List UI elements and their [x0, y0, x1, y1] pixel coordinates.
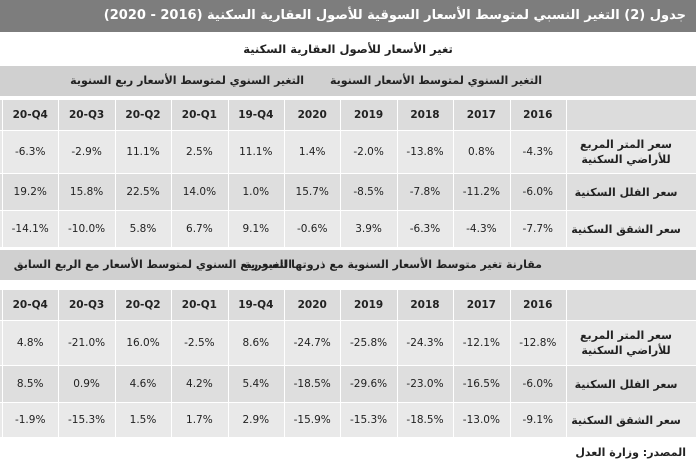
- table-cell: 5.4%: [242, 378, 270, 390]
- row-label: سعر المتر المربع للأراضي السكنية: [580, 329, 672, 357]
- table-cell: -25.8%: [350, 337, 388, 349]
- table-cell: 4.6%: [129, 378, 157, 390]
- table-cell: -15.3%: [350, 414, 388, 426]
- table-cell: -15.9%: [293, 414, 331, 426]
- column-header: 19-Q4: [238, 109, 274, 121]
- table-cell: 11.1%: [239, 146, 273, 158]
- row-label: سعر الشقق السكنية: [571, 413, 681, 427]
- table-cell: 1.0%: [242, 186, 270, 198]
- table-cell: -18.5%: [406, 414, 444, 426]
- source-note: المصدر: وزارة العدل: [575, 446, 686, 459]
- row-label: سعر الفلل السكنية: [574, 377, 678, 391]
- column-header: 2018: [410, 109, 440, 121]
- section2-band-quarterly: التغير ربع السنوي لمتوسط الأسعار مع الربع السابق: [13, 258, 292, 271]
- table-cell: -18.5%: [293, 378, 331, 390]
- column-header: 2020: [297, 299, 327, 311]
- column-header: 2016: [523, 299, 553, 311]
- column-header: 20-Q3: [68, 109, 105, 121]
- table-cell: -6.0%: [522, 378, 554, 390]
- column-header: 20-Q4: [12, 109, 48, 121]
- table-cell: 1.7%: [186, 414, 213, 426]
- column-header: 2017: [466, 109, 496, 121]
- table-cell: 2.9%: [242, 414, 270, 426]
- table-cell: -2.5%: [184, 337, 215, 349]
- table-cell: 1.5%: [129, 414, 157, 426]
- table-cell: 15.7%: [295, 186, 329, 198]
- column-header: 19-Q4: [238, 299, 274, 311]
- row-label: سعر الفلل السكنية: [574, 185, 678, 199]
- table-cell: 3.9%: [355, 223, 382, 235]
- column-header: 20-Q1: [181, 109, 217, 121]
- table-cell: 14.0%: [182, 186, 217, 198]
- table-cell: 4.2%: [186, 378, 213, 390]
- table-cell: -24.7%: [293, 337, 331, 349]
- table-cell: -0.6%: [296, 223, 328, 235]
- table-cell: -16.5%: [462, 378, 500, 390]
- table-row: [0, 321, 696, 365]
- table-cell: -29.6%: [350, 378, 388, 390]
- table-cell: 0.8%: [468, 146, 495, 158]
- section2-band-peak: مقارنة تغير متوسط الأسعار السنوية مع ذروتها السعرية: [244, 258, 542, 271]
- table-cell: -6.3%: [409, 223, 441, 235]
- table-cell: -13.0%: [462, 414, 500, 426]
- table-cell: -2.0%: [353, 146, 384, 158]
- section2-band: [0, 250, 696, 280]
- row-label: سعر المتر المربع للأراضي السكنية: [580, 138, 672, 166]
- column-header: 2016: [523, 109, 553, 121]
- column-divider: [566, 174, 567, 210]
- table-row: [0, 174, 696, 210]
- section2-header-row: [0, 290, 696, 320]
- table-cell: -23.0%: [406, 378, 444, 390]
- column-header: 2020: [297, 109, 327, 121]
- table-cell: -12.8%: [519, 337, 557, 349]
- table-title: جدول (2) التغير النسبي لمتوسط الأسعار السوقية للأصول العقارية السكنية (2016 - 2020): [0, 0, 696, 32]
- table-cell: -4.3%: [466, 223, 497, 235]
- table-cell: -6.3%: [14, 146, 46, 158]
- column-divider: [566, 131, 567, 173]
- column-divider: [566, 366, 567, 402]
- column-divider: [566, 211, 567, 247]
- table-cell: -21.0%: [68, 337, 106, 349]
- column-header: 2019: [353, 109, 384, 121]
- column-header: 2019: [353, 299, 384, 311]
- table-cell: -13.8%: [406, 146, 444, 158]
- table-cell: -7.7%: [522, 223, 554, 235]
- table-caption: تغير الأسعار للأصول العقارية السكنية: [243, 42, 453, 56]
- table-cell: 8.6%: [242, 337, 270, 349]
- table-cell: -14.1%: [11, 223, 49, 235]
- table-cell: -6.0%: [522, 186, 554, 198]
- table-cell: 0.9%: [73, 378, 100, 390]
- section1-band-annual: التغير السنوي لمتوسط الأسعار السنوية: [329, 74, 542, 87]
- table-cell: -8.5%: [353, 186, 384, 198]
- section1-band-quarterly: التغير السنوي لمتوسط الأسعار ربع السنوية: [70, 74, 304, 87]
- table-row: [0, 131, 696, 173]
- table-cell: -15.3%: [68, 414, 106, 426]
- table-cell: -12.1%: [462, 337, 500, 349]
- column-divider: [566, 100, 567, 130]
- column-header: 2018: [410, 299, 440, 311]
- column-header: 20-Q1: [181, 299, 217, 311]
- column-header: 20-Q4: [12, 299, 48, 311]
- column-header: 20-Q2: [125, 299, 161, 311]
- table-cell: -11.2%: [462, 186, 500, 198]
- table-cell: -4.3%: [522, 146, 554, 158]
- row-label: سعر الشقق السكنية: [571, 222, 681, 236]
- table-cell: 5.8%: [129, 223, 157, 235]
- table-cell: 9.1%: [242, 223, 270, 235]
- column-divider: [566, 321, 567, 365]
- table-cell: 2.5%: [186, 146, 213, 158]
- table-row: [0, 366, 696, 402]
- column-header: 2017: [466, 299, 496, 311]
- table-cell: 22.5%: [126, 186, 160, 198]
- column-divider: [566, 290, 567, 320]
- table-cell: 8.5%: [16, 378, 44, 390]
- table-cell: 11.1%: [126, 146, 160, 158]
- table-cell: 4.8%: [16, 337, 44, 349]
- column-divider: [566, 403, 567, 437]
- table-cell: -7.8%: [409, 186, 441, 198]
- table-cell: 6.7%: [186, 223, 213, 235]
- table-cell: 15.8%: [69, 186, 104, 198]
- column-header: 20-Q2: [125, 109, 161, 121]
- table-row: [0, 403, 696, 437]
- table-cell: 16.0%: [126, 337, 160, 349]
- section1-header-row: [0, 100, 696, 130]
- table-cell: 19.2%: [13, 186, 47, 198]
- table-cell: -9.1%: [522, 414, 554, 426]
- table-cell: -10.0%: [68, 223, 106, 235]
- section1-band: [0, 66, 696, 96]
- column-header: 20-Q3: [68, 299, 105, 311]
- table-cell: 1.4%: [298, 146, 326, 158]
- table-row: [0, 211, 696, 247]
- table-cell: -2.9%: [71, 146, 102, 158]
- table-cell: -24.3%: [406, 337, 444, 349]
- table-cell: -1.9%: [14, 414, 46, 426]
